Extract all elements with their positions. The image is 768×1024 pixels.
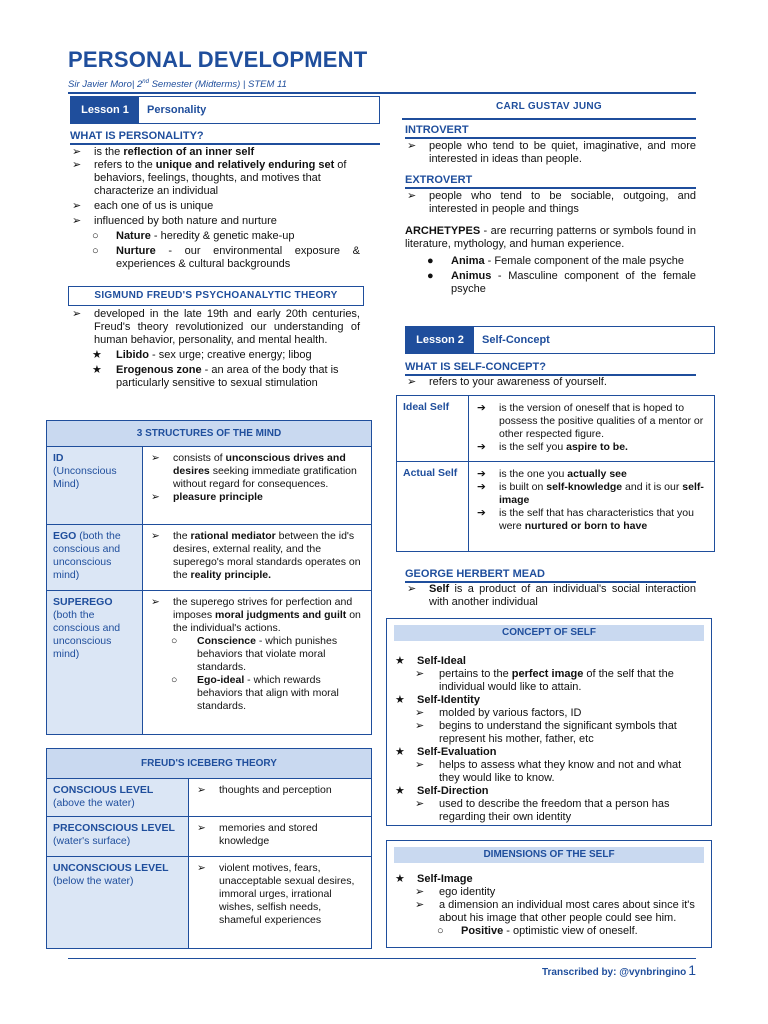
- list-item: ➢ refers to your awareness of yourself.: [407, 376, 607, 388]
- arrow-right-icon: ➔: [477, 402, 486, 414]
- footer-divider: [68, 958, 696, 959]
- arrowhead-icon: ➢: [151, 530, 160, 542]
- list-item: ➢ consists of unconscious drives and desires seeking immediate gratification without regard for consequences.: [151, 452, 357, 490]
- table-row: [47, 779, 372, 817]
- arrowhead-icon: ➢: [72, 146, 82, 158]
- table-row: [47, 447, 372, 525]
- section-heading-personality: WHAT IS PERSONALITY?: [70, 130, 380, 145]
- freud-theory-heading: SIGMUND FREUD'S PSYCHOANALYTIC THEORY: [68, 286, 364, 306]
- list-item: ➢ people who tend to be quiet, imaginative, and more interested in ideas than people.: [407, 140, 696, 165]
- table-cell: UNCONSCIOUS LEVEL (below the water): [47, 857, 189, 949]
- table-row: [47, 591, 372, 735]
- list-item: ★ Self-Ideal: [395, 655, 466, 667]
- arrowhead-icon: ➢: [415, 798, 425, 810]
- arrow-right-icon: ➔: [477, 481, 486, 493]
- self-comparison-table: [396, 395, 715, 552]
- self-concept-list: [405, 376, 696, 389]
- mead-list: [405, 583, 696, 609]
- table-header: FREUD'S ICEBERG THEORY: [47, 749, 372, 779]
- star-icon: ★: [395, 873, 405, 885]
- list-item: ➔ is built on self-knowledge and it is our self-image: [477, 481, 704, 506]
- sub-list-item: ➢ a dimension an individual most cares about since it's about his image that other people could see him.: [415, 899, 695, 924]
- list-item: ★ Self-Image: [395, 873, 473, 885]
- concept-list: [387, 641, 711, 824]
- table-cell: EGO (both the conscious and unconscious mind): [47, 525, 143, 591]
- card-title: CONCEPT OF SELF: [394, 625, 704, 641]
- card-title: DIMENSIONS OF THE SELF: [394, 847, 704, 863]
- list-item: ➔ is the version of oneself that is hoped to possess the positive qualities of a mentor or other respected figure.: [477, 402, 704, 440]
- section-heading-self-concept: WHAT IS SELF-CONCEPT?: [405, 361, 696, 376]
- list-item: ➔ is the self that has characteristics that you were nurtured or born to have: [477, 507, 694, 532]
- lesson-number: Lesson 2: [406, 327, 474, 353]
- sub-list-item: ➢ molded by various factors, ID: [415, 707, 582, 719]
- arrowhead-icon: ➢: [415, 668, 425, 680]
- table-row: [47, 857, 372, 949]
- footer-credit: Transcribed by: @vynbringino 1: [541, 962, 696, 978]
- star-icon: ★: [395, 655, 405, 667]
- list-item: ★ Self-Direction: [395, 785, 489, 797]
- arrowhead-icon: ➢: [151, 596, 160, 608]
- sub-list-item: ○ Ego-ideal - which rewards behaviors that align with moral standards.: [171, 674, 339, 712]
- extrovert-list: [405, 190, 696, 216]
- arrowhead-icon: ➢: [407, 376, 417, 388]
- table-header: 3 STRUCTURES OF THE MIND: [47, 421, 372, 447]
- sub-list-item: ○ Nature - heredity & genetic make-up: [92, 230, 295, 242]
- arrowhead-icon: ➢: [151, 452, 160, 464]
- list-item: ➔ is the self you aspire to be.: [477, 441, 628, 453]
- table-cell: [469, 462, 715, 552]
- list-item: ➢ the rational mediator between the id's desires, external reality, and the superego's moral standards operates on the reality principle.: [151, 530, 361, 581]
- lesson-name: Personality: [147, 103, 207, 116]
- sub-list-item: ● Animus - Masculine component of the female psyche: [427, 270, 696, 295]
- sub-list-item: ○ Conscience - which punishes behaviors that violate moral standards.: [171, 635, 338, 673]
- arrowhead-icon: ➢: [415, 886, 425, 898]
- arrowhead-icon: ➢: [407, 140, 417, 152]
- table-row: [397, 462, 715, 552]
- circle-icon: ○: [437, 925, 444, 937]
- arrowhead-icon: ➢: [72, 308, 82, 320]
- table-cell: ID (Unconscious Mind): [47, 447, 143, 525]
- sub-list-item: ○ Positive - optimistic view of oneself.: [437, 925, 638, 937]
- list-item: ➢ people who tend to be sociable, outgoing, and interested in people and things: [407, 190, 696, 215]
- arrowhead-icon: ➢: [151, 491, 160, 503]
- personality-list: [70, 146, 360, 271]
- table-row: [47, 817, 372, 857]
- table-row: [397, 396, 715, 462]
- freud-list: [70, 308, 360, 390]
- circle-icon: ○: [171, 635, 178, 647]
- circle-icon: ○: [92, 230, 99, 242]
- sub-list-item: ★ Libido - sex urge; creative energy; libog: [92, 349, 312, 361]
- table-cell: [143, 591, 372, 735]
- sub-list-item: ➢ pertains to the perfect image of the self that the individual would like to attain.: [415, 668, 674, 693]
- introvert-heading: INTROVERT: [405, 124, 696, 139]
- arrowhead-icon: ➢: [72, 200, 82, 212]
- table-cell: [469, 396, 715, 462]
- introvert-list: [405, 140, 696, 166]
- page-number: 1: [688, 962, 696, 978]
- circle-icon: ○: [171, 674, 178, 686]
- list-item: ➢ thoughts and perception: [197, 784, 332, 796]
- jung-heading: CARL GUSTAV JUNG: [402, 96, 696, 120]
- list-item: ➢ violent motives, fears, unacceptable sexual desires, immoral urges, irrational wishes, selfish needs, shameful experiences: [197, 862, 355, 926]
- header-divider: [68, 92, 696, 94]
- arrowhead-icon: ➢: [72, 215, 82, 227]
- star-icon: ★: [92, 349, 102, 361]
- arrowhead-icon: ➢: [415, 720, 425, 732]
- arrowhead-icon: ➢: [407, 583, 417, 595]
- table-cell: CONSCIOUS LEVEL (above the water): [47, 779, 189, 817]
- list-item: ➢ is the reflection of an inner self: [72, 146, 255, 158]
- sub-list-item: ★ Erogenous zone - an area of the body that is particularly sensitive to sexual stimulation: [92, 364, 339, 389]
- page-title: PERSONAL DEVELOPMENT: [68, 47, 368, 72]
- list-item: ➔ is the one you actually see: [477, 468, 627, 480]
- arrowhead-icon: ➢: [415, 759, 425, 771]
- list-item: ➢ pleasure principle: [151, 491, 263, 503]
- list-item: ➢ each one of us is unique: [72, 200, 214, 212]
- sub-list-item: ➢ helps to assess what they know and not and what they would like to know.: [415, 759, 682, 784]
- table-cell: [143, 447, 372, 525]
- arrow-right-icon: ➔: [477, 468, 486, 480]
- archetypes-paragraph: ARCHETYPES - are recurring patterns or symbols found in literature, mythology, and human experience.: [405, 225, 696, 250]
- table-row: [47, 525, 372, 591]
- list-item: ➢ refers to the unique and relatively enduring set of behaviors, feelings, thoughts, and motives that characterize an individual: [72, 159, 347, 197]
- sub-list-item: ○ Nurture - our environmental exposure & experiences & cultural backgrounds: [92, 245, 360, 270]
- sub-list-item: ● Anima - Female component of the male psyche: [427, 255, 684, 267]
- arrowhead-icon: ➢: [197, 862, 206, 874]
- lesson-1-banner: [70, 96, 380, 124]
- list-item: ➢ developed in the late 19th and early 20th centuries, Freud's theory revolutionized our understanding of human behavior, personality, and mental health.: [72, 308, 360, 346]
- arrowhead-icon: ➢: [407, 190, 417, 202]
- page-subtitle: Sir Javier Moro| 2nd Semester (Midterms) | STEM 11: [68, 79, 287, 91]
- lesson-2-banner: [405, 326, 715, 354]
- table-cell: [189, 857, 372, 949]
- lesson-number: Lesson 1: [71, 97, 139, 123]
- list-item: ➢ memories and stored knowledge: [197, 822, 318, 847]
- arrowhead-icon: ➢: [197, 784, 206, 796]
- table-cell: Ideal Self: [397, 396, 469, 462]
- star-icon: ★: [395, 785, 405, 797]
- arrow-right-icon: ➔: [477, 441, 486, 453]
- table-cell: Actual Self: [397, 462, 469, 552]
- extrovert-heading: EXTROVERT: [405, 174, 696, 189]
- table-cell: [189, 817, 372, 857]
- archetypes-list: [405, 255, 696, 296]
- arrowhead-icon: ➢: [72, 159, 82, 171]
- list-item: ➢ influenced by both nature and nurture: [72, 215, 277, 227]
- circle-icon: ○: [92, 245, 99, 257]
- structures-table: [46, 420, 372, 735]
- concept-of-self-card: [386, 618, 712, 826]
- sub-list-item: ➢ ego identity: [415, 886, 496, 898]
- dimensions-of-self-card: [386, 840, 712, 948]
- bullet-dot-icon: ●: [427, 255, 434, 267]
- lesson-name: Self-Concept: [482, 333, 550, 346]
- arrowhead-icon: ➢: [415, 707, 425, 719]
- table-cell: PRECONSCIOUS LEVEL (water's surface): [47, 817, 189, 857]
- mead-heading: GEORGE HERBERT MEAD: [405, 568, 696, 583]
- table-cell: [143, 525, 372, 591]
- dimensions-list: [387, 863, 711, 938]
- arrowhead-icon: ➢: [415, 899, 425, 911]
- list-item: ➢ Self is a product of an individual's social interaction with another individual: [407, 583, 696, 608]
- table-cell: SUPEREGO (both the conscious and unconscious mind): [47, 591, 143, 735]
- arrow-right-icon: ➔: [477, 507, 486, 519]
- star-icon: ★: [395, 746, 405, 758]
- iceberg-table: [46, 748, 372, 949]
- star-icon: ★: [92, 364, 102, 376]
- arrowhead-icon: ➢: [197, 822, 206, 834]
- table-cell: [189, 779, 372, 817]
- sub-list-item: ➢ begins to understand the significant symbols that represent his mother, father, etc: [415, 720, 677, 745]
- star-icon: ★: [395, 694, 405, 706]
- list-item: ➢ the superego strives for perfection and imposes moral judgments and guilt on the individual's actions.: [151, 596, 361, 634]
- list-item: ★ Self-Identity: [395, 694, 480, 706]
- sub-list-item: ➢ used to describe the freedom that a person has regarding their own identity: [415, 798, 670, 823]
- bullet-dot-icon: ●: [427, 270, 434, 282]
- list-item: ★ Self-Evaluation: [395, 746, 497, 758]
